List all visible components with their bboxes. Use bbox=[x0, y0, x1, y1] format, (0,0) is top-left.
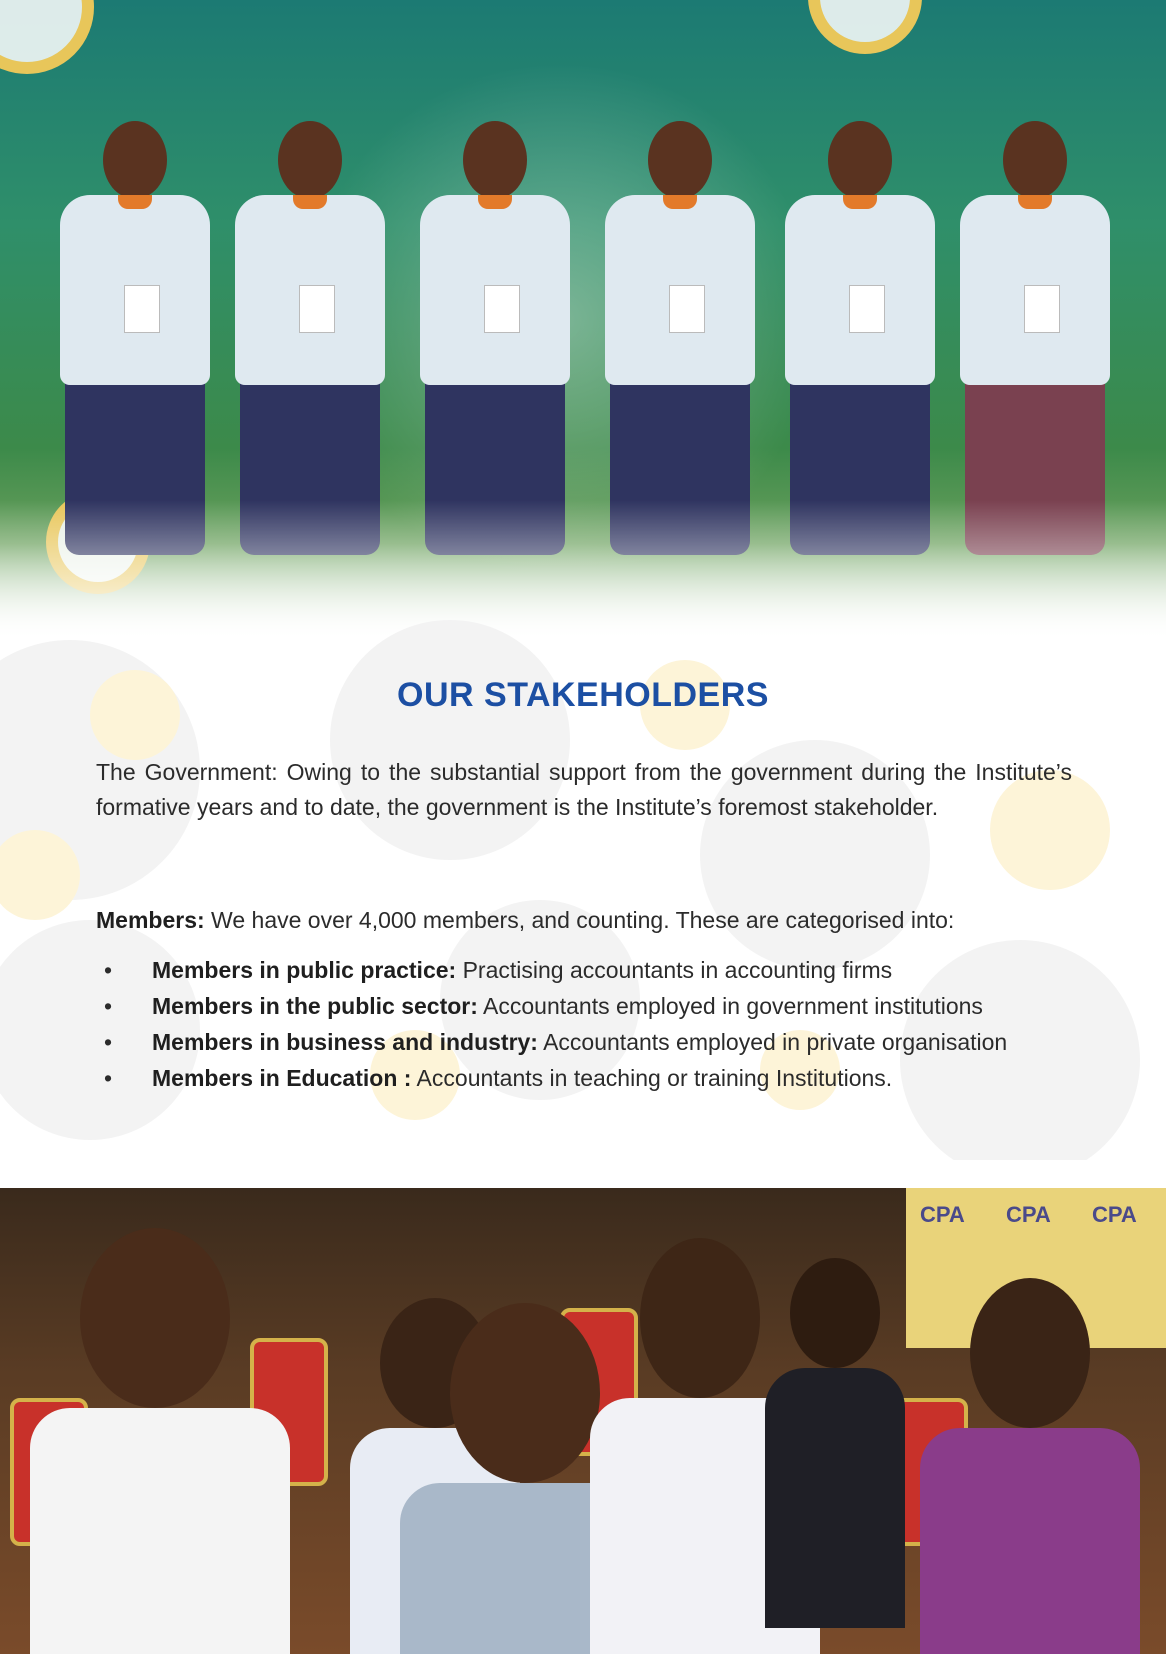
list-item-text: Accountants employed in government institutions bbox=[477, 993, 983, 1019]
list-item bbox=[96, 952, 1072, 988]
list-item bbox=[96, 1060, 1072, 1096]
list-item bbox=[96, 988, 1072, 1024]
list-item-text: Accountants employed in private organisation bbox=[537, 1029, 1008, 1055]
list-item-label: Members in business and industry: bbox=[152, 1029, 538, 1055]
members-intro-paragraph bbox=[96, 903, 1072, 938]
bullet: • bbox=[104, 1029, 113, 1055]
attendee bbox=[970, 1278, 1140, 1654]
banner-logo-ring-right bbox=[808, 0, 922, 54]
list-item-label: Members in Education : bbox=[152, 1065, 412, 1091]
page-title: OUR STAKEHOLDERS bbox=[397, 676, 769, 714]
member-categories-list bbox=[96, 952, 1072, 1096]
members-intro-text: We have over 4,000 members, and counting. These are categorised into: bbox=[204, 907, 955, 933]
wall-logo-text-1: CPA bbox=[920, 1202, 965, 1227]
government-paragraph: The Government: Owing to the substantial support from the government during the Institute’s formative years and to date, the government is the Institute’s foremost stakeholder. bbox=[96, 759, 1072, 820]
person-4 bbox=[605, 121, 755, 555]
members-intro-label: Members: bbox=[96, 907, 205, 933]
banner-logo-ring-left bbox=[0, 0, 94, 74]
list-item-label: Members in the public sector: bbox=[152, 993, 478, 1019]
bullet: • bbox=[104, 993, 113, 1019]
bullet: • bbox=[104, 957, 113, 983]
person-6 bbox=[960, 121, 1110, 555]
list-item bbox=[96, 1024, 1072, 1060]
bullet: • bbox=[104, 1065, 113, 1091]
person-5 bbox=[785, 121, 935, 555]
list-item-text: Practising accountants in accounting firms bbox=[456, 957, 893, 983]
person-2 bbox=[235, 121, 385, 555]
list-item-label: Members in public practice: bbox=[152, 957, 457, 983]
wall-logo-text-2: CPA bbox=[1006, 1202, 1051, 1227]
bottom-audience-photo bbox=[0, 1188, 1166, 1654]
list-item-text: Accountants in teaching or training Institutions. bbox=[411, 1065, 893, 1091]
person-1 bbox=[60, 121, 210, 555]
attendee bbox=[80, 1228, 290, 1654]
person-3 bbox=[420, 121, 570, 555]
top-group-photo bbox=[0, 0, 1166, 640]
attendee bbox=[790, 1258, 905, 1628]
wall-logo-text-3: CPA bbox=[1092, 1202, 1137, 1227]
